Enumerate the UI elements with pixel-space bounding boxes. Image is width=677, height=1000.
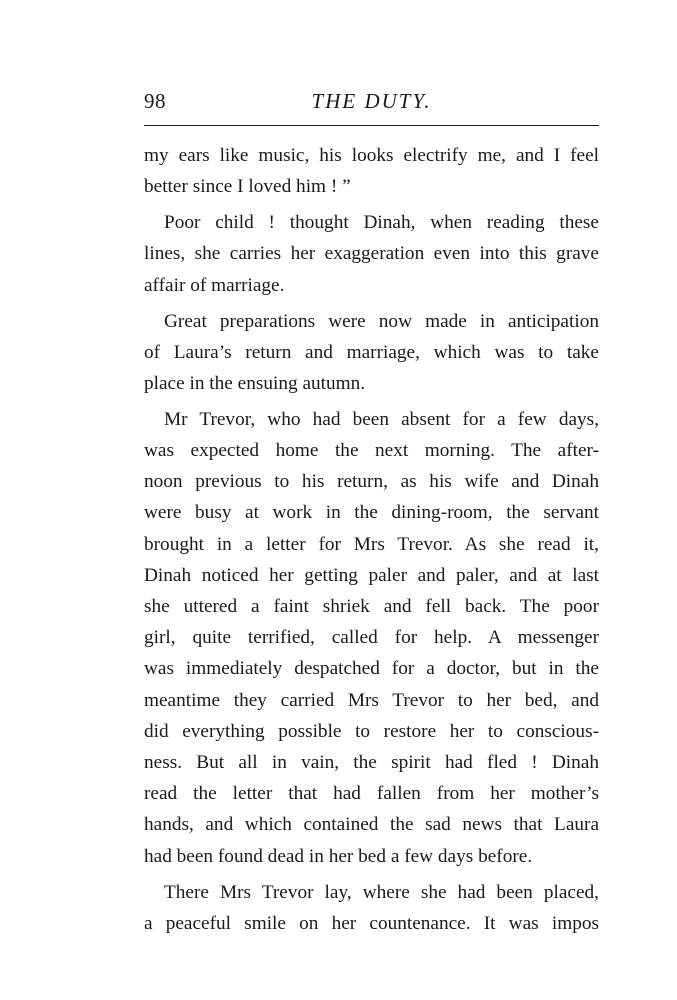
body-text <box>144 140 599 939</box>
text-line: did everything possible to restore her to conscious- <box>144 720 599 742</box>
paragraph <box>144 404 599 872</box>
text-line: were busy at work in the dining-room, the servant <box>144 502 599 524</box>
text-line: noon previous to his return, as his wife and Dinah <box>144 471 599 493</box>
text-line: hands, and which contained the sad news that Laura <box>144 814 599 836</box>
running-title: THE DUTY. <box>311 89 432 113</box>
text-line: better since I loved him ! ” <box>144 176 351 198</box>
text-line: meantime they carried Mrs Trevor to her bed, and <box>144 689 599 711</box>
running-head <box>144 84 599 118</box>
text-line: read the letter that had fallen from her mother’s <box>144 783 599 805</box>
text-line: place in the ensuing autumn. <box>144 372 366 394</box>
text-line: had been found dead in her bed a few days before. <box>144 845 533 867</box>
text-line: girl, quite terrified, called for help. A messenger <box>144 627 599 649</box>
text-line: Mr Trevor, who had been absent for a few days, <box>164 408 599 430</box>
text-line: Great preparations were now made in anticipation <box>164 310 599 332</box>
text-line: a peaceful smile on her countenance. It was impos <box>144 912 599 934</box>
paragraph <box>144 140 599 202</box>
text-line: lines, she carries her exaggeration even into this grave <box>144 243 599 265</box>
page-number: 98 <box>144 89 166 113</box>
header-rule <box>144 125 599 126</box>
text-line: my ears like music, his looks electrify me, and I feel <box>144 145 599 166</box>
paragraph <box>144 877 599 939</box>
text-line: was immediately despatched for a doctor, but in the <box>144 658 599 680</box>
paragraph <box>144 207 599 301</box>
text-line: brought in a letter for Mrs Trevor. As she read it, <box>144 533 599 555</box>
text-line: was expected home the next morning. The after- <box>144 440 599 462</box>
text-line: of Laura’s return and marriage, which was to take <box>144 341 599 363</box>
text-line: There Mrs Trevor lay, where she had been placed, <box>164 881 599 903</box>
paragraph <box>144 306 599 400</box>
text-line: she uttered a faint shriek and fell back. The poor <box>144 596 599 618</box>
text-line: ness. But all in vain, the spirit had fled ! Dinah <box>144 751 599 773</box>
text-line: affair of marriage. <box>144 274 285 296</box>
text-line: Dinah noticed her getting paler and paler, and at last <box>144 564 599 586</box>
text-line: Poor child ! thought Dinah, when reading these <box>164 212 599 234</box>
